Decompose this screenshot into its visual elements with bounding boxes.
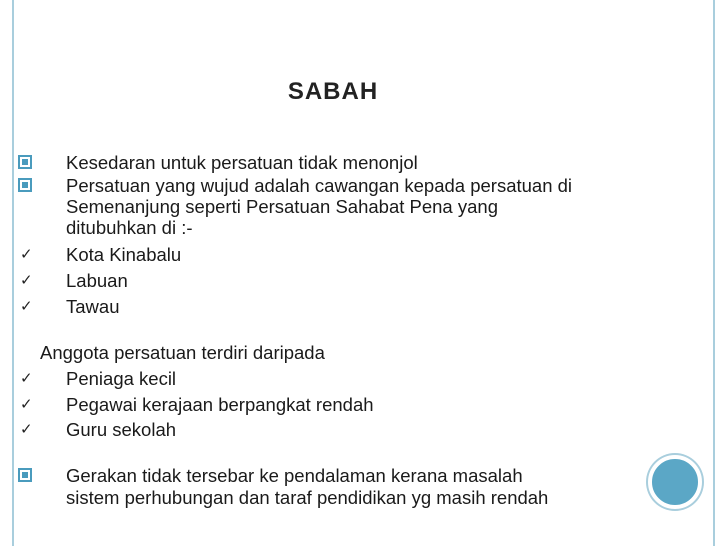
bullet-text-1: Kesedaran untuk persatuan tidak menonjol <box>66 152 418 173</box>
bullet-text-4: ditubuhkan di :- <box>66 217 193 238</box>
check-bullet-icon: ✓ <box>20 396 33 413</box>
decorative-circle <box>648 455 702 509</box>
check-text-tawau: Tawau <box>66 296 120 317</box>
check-text-peniaga: Peniaga kecil <box>66 368 177 389</box>
square-bullet-icon <box>18 155 32 169</box>
square-bullet-icon <box>18 178 32 192</box>
check-bullet-icon: ✓ <box>20 370 33 387</box>
bullet-text-2: Persatuan yang wujud adalah cawangan kepada persatuan di <box>66 175 573 196</box>
check-bullet-icon: ✓ <box>20 298 33 315</box>
bullet-text-sistem: sistem perhubungan dan taraf pendidikan yg masih rendah <box>66 487 549 508</box>
bullet-text-gerakan: Gerakan tidak tersebar ke pendalaman kerana masalah <box>66 465 523 486</box>
check-text-pegawai: Pegawai kerajaan berpangkat rendah <box>66 394 374 415</box>
check-text-labuan: Labuan <box>66 270 128 291</box>
check-bullet-icon: ✓ <box>20 421 33 438</box>
square-bullet-icon <box>18 468 32 482</box>
check-bullet-icon: ✓ <box>20 246 33 263</box>
slide-title: SABAH <box>287 78 379 105</box>
section-heading-anggota: Anggota persatuan terdiri daripada <box>40 342 325 363</box>
check-text-kota-kinabalu: Kota Kinabalu <box>66 244 182 265</box>
bullet-text-3: Semenanjung seperti Persatuan Sahabat Pena yang <box>66 196 498 217</box>
check-bullet-icon: ✓ <box>20 272 33 289</box>
check-text-guru: Guru sekolah <box>66 419 177 440</box>
